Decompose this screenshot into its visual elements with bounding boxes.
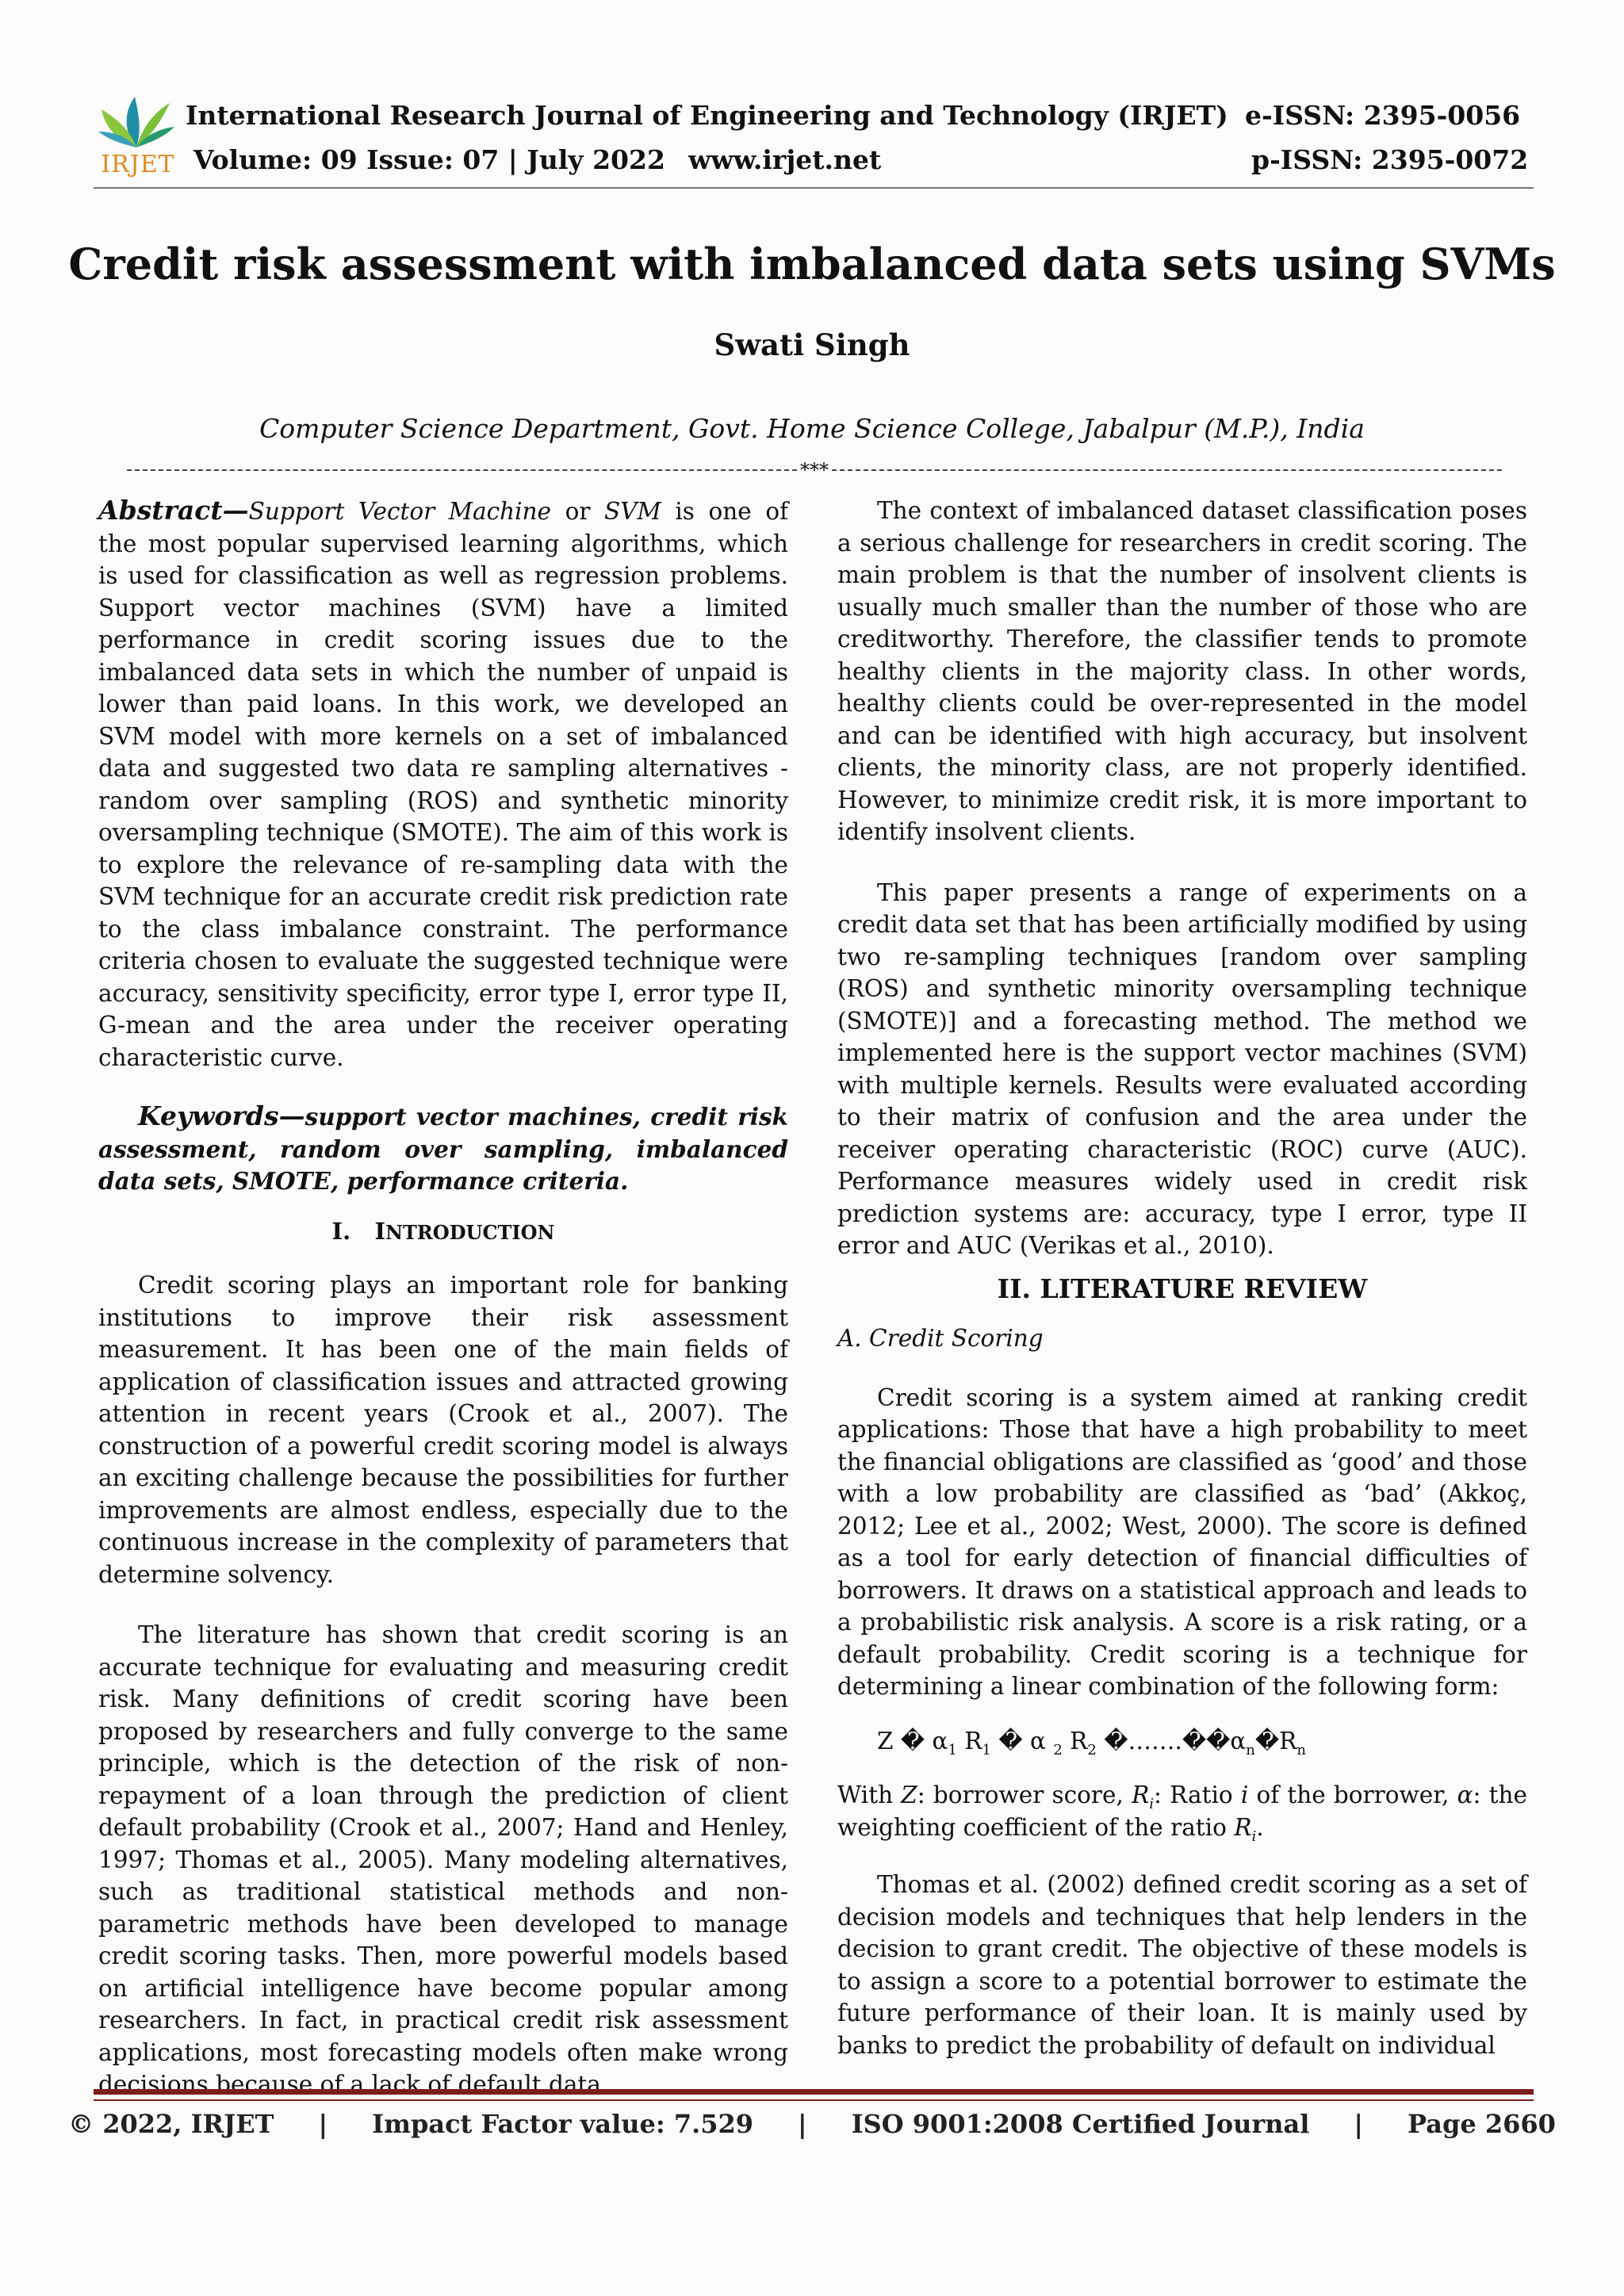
footer-impact-factor: Impact Factor value: 7.529 [372, 2109, 754, 2139]
formula-sub-1: 1 [948, 1741, 957, 1758]
formula-glyph-2: � [998, 1727, 1023, 1755]
expl-with: With [837, 1781, 902, 1808]
formula-glyph-3: � [1104, 1727, 1128, 1755]
journal-logo [94, 86, 179, 179]
right-paragraph-1: The context of imbalanced dataset classification poses a serious challenge for researchers in credit scoring. The main problem is that the number of insolvent clients is usually much smaller than the number of those who are creditworthy. Therefore, the classifier tends to promote healthy clients in the majority class. In other words, healthy clients could be over-represented in the model and can be identified with high accuracy, but insolvent clients, the minority class, are not properly identified. However, to minimize credit risk, it is more important to identify insolvent clients. [837, 497, 1527, 845]
formula-sub-n: n [1246, 1741, 1255, 1758]
footer-copyright: © 2022, IRJET [68, 2109, 274, 2139]
p-issn: p-ISSN: 2395-0072 [1251, 144, 1529, 175]
formula-glyph-1: � [900, 1727, 925, 1755]
formula-sub-2: 2 [1053, 1741, 1063, 1758]
footer-rule-thick [94, 2089, 1534, 2095]
footer-separator: | [798, 2109, 807, 2139]
formula-sub-2b: 2 [1087, 1741, 1097, 1758]
expl-t3: of the borrower, [1248, 1781, 1457, 1808]
expl-t4: : the weighting coefficient of the ratio [837, 1781, 1527, 1841]
right-column [837, 495, 1527, 2061]
abstract-text: is one of the most popular supervised learning algorithms, which is used for classification as well as regression problems. Support vector machines (SVM) have a limited performance in credit scoring issues due to the imbalanced data sets in which the number of unpaid is lower than paid loans. In this work, we developed an SVM model with more kernels on a set of imbalanced data and suggested two data re sampling alternatives - random over sampling (ROS) and synthetic minority oversampling technique (SMOTE). The aim of this work is to explore the relevance of re-sampling data with the SVM technique for an accurate credit risk prediction rate to the class imbalance constraint. The performance criteria chosen to evaluate the suggested technique were accuracy, sensitivity specificity, error type I, error type II, G-mean and the area under the receiver operating characteristic curve. [98, 498, 788, 1071]
right-paragraph-5: Thomas et al. (2002) defined credit scoring as a set of decision models and techniques that help lenders in the decision to grant credit. The objective of these models is to assign a score to a potential borrower to estimate the future performance of their loan. It is mainly used by banks to predict the probability of default on individual [837, 1871, 1527, 2059]
subsection-heading-credit-scoring: A. Credit Scoring [837, 1325, 1044, 1352]
keywords-text: support vector machines, credit risk assessment, random over sampling, imbalanced data sets, SMOTE, performance criteria. [98, 1103, 788, 1195]
journal-title: International Research Journal of Engineering and Technology (IRJET) [186, 100, 1228, 131]
formula-r-2: R [1070, 1727, 1088, 1755]
abstract-label: Abstract— [98, 495, 249, 526]
page-footer [0, 2104, 1624, 2144]
abstract-or: or [550, 498, 605, 525]
intro-smallcaps: NTRODUCTION [385, 1220, 555, 1244]
volume-issue: Volume: 09 Issue: 07 | July 2022 [193, 144, 665, 175]
expl-t1: : borrower score, [917, 1781, 1132, 1808]
expl-r: R [1132, 1781, 1150, 1808]
footer-rule-thin [94, 2099, 1534, 2101]
separator-line-right [832, 469, 1502, 471]
expl-i3: i [1251, 1827, 1257, 1845]
left-column [98, 495, 788, 2101]
author-affiliation: Computer Science Department, Govt. Home Science College, Jabalpur (M.P.), India [259, 413, 1365, 444]
keywords [98, 1100, 788, 1198]
section-heading-introduction [98, 1215, 788, 1249]
abstract-svm-term: Support Vector Machine [248, 498, 551, 525]
expl-i: i [1149, 1795, 1155, 1812]
formula-alpha-n: α [1230, 1727, 1247, 1755]
formula-sub-n2: n [1297, 1741, 1306, 1758]
formula-sub-1b: 1 [982, 1741, 991, 1758]
intro-number: I. [331, 1217, 351, 1245]
scoring-formula [837, 1725, 1527, 1758]
formula-alpha-2: α [1030, 1727, 1046, 1755]
expl-alpha: α [1457, 1781, 1473, 1808]
intro-cap: I [374, 1217, 386, 1245]
formula-r-1: R [964, 1727, 982, 1755]
formula-alpha-1: α [932, 1727, 948, 1755]
keywords-label: Keywords— [138, 1100, 305, 1131]
formula-glyph-5: � [1254, 1727, 1280, 1755]
formula-glyph-4: �� [1182, 1727, 1231, 1755]
formula-r-n: R [1279, 1727, 1297, 1755]
formula-z: Z [877, 1727, 894, 1755]
intro-paragraph-2: The literature has shown that credit scoring is an accurate technique for evaluating and measuring credit risk. Many definitions of credit scoring have been proposed by researchers and fully converge to the same principle, which is the detection of the risk of non-repayment of a loan through the prediction of client default probability (Crook et al., 2007; Hand and Henley, 1997; Thomas et al., 2005). Many modeling alternatives, such as traditional statistical methods and non-parametric methods have been developed to manage credit scoring tasks. Then, more powerful models based on artificial intelligence have become popular among researchers. In fact, in practical credit risk assessment applications, most forecasting models often make wrong decisions because of a lack of default data. [98, 1621, 788, 2098]
author-name: Swati Singh [714, 327, 910, 362]
formula-explanation [837, 1779, 1527, 1843]
expl-i2: i [1240, 1781, 1249, 1808]
footer-page-number: Page 2660 [1408, 2109, 1556, 2139]
header-divider [94, 187, 1534, 189]
expl-z: Z [901, 1781, 917, 1808]
section-heading-literature-review: II. LITERATURE REVIEW [997, 1272, 1368, 1304]
paper-title: Credit risk assessment with imbalanced data sets using SVMs [68, 239, 1556, 289]
separator-stars: *** [800, 459, 829, 481]
footer-iso: ISO 9001:2008 Certified Journal [851, 2109, 1310, 2139]
abstract [98, 495, 788, 1073]
expl-t2: : Ratio [1154, 1781, 1241, 1808]
abstract-svm-abbr: SVM [604, 498, 661, 525]
expl-end: . [1256, 1813, 1264, 1841]
right-paragraph-2: This paper presents a range of experiments on a credit data set that has been artificially modified by using two re-sampling techniques [random over sampling (ROS) and synthetic minority oversampling technique (SMOTE)] and a forecasting method. The method we implemented here is the support vector machines (SVM) with multiple kernels. Results were evaluated according to their matrix of confusion and the area under the receiver operating characteristic (ROC) curve (AUC). Performance measures widely used in credit risk prediction systems are: accuracy, type I error, type II error and AUC (Verikas et al., 2010). [837, 878, 1527, 1259]
expl-r2: R [1234, 1813, 1252, 1841]
right-paragraph-3: Credit scoring is a system aimed at ranking credit applications: Those that have a high probability to meet the financial obligations are classified as ‘good’ and those with a low probability are classified as ‘bad’ (Akkoç, 2012; Lee et al., 2002; West, 2000). The score is defined as a tool for early detection of financial difficulties of borrowers. It draws on a statistical approach and leads to a probabilistic risk analysis. A score is a risk rating, or a default probability. Credit scoring is a technique for determining a linear combination of the following form: [837, 1383, 1527, 1700]
separator-line-left [127, 469, 797, 471]
formula-dots: ……. [1128, 1727, 1182, 1755]
section-separator [127, 458, 1502, 482]
footer-separator: | [1354, 2109, 1364, 2139]
intro-paragraph-1: Credit scoring plays an important role for banking institutions to improve their risk assessment measurement. It has been one of the main fields of application of classification issues and attracted growing attention in recent years (Crook et al., 2007). The construction of a powerful credit scoring model is always an exciting challenge because the possibilities for further improvements are almost endless, especially due to the continuous increase in the complexity of parameters that determine solvency. [98, 1272, 788, 1588]
e-issn: e-ISSN: 2395-0056 [1245, 100, 1521, 131]
logo-text: IRJET [101, 151, 175, 178]
journal-website-link[interactable]: www.irjet.net [688, 144, 882, 175]
footer-separator: | [318, 2109, 328, 2139]
